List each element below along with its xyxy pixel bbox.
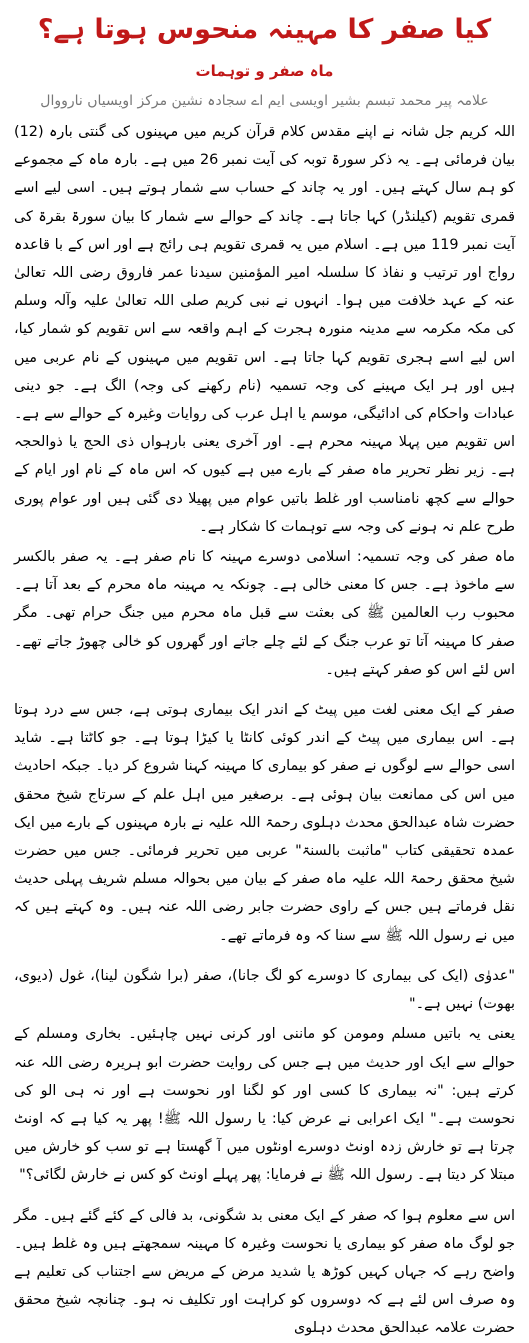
article-subtitle: ماہ صفر و توہمات xyxy=(195,62,334,80)
paragraph-intro: اللہ کریم جل شانہ نے اپنے مقدس کلام قرآن کریم میں مہینوں کی گنتی بارہ (12) بیان فرمائی ہے۔ یہ ذکر سورۃ توبہ کی آیت نمبر 26 میں ہے۔ بارہ ماہ کے مجموعے کو ہم سال کہتے ہیں۔ اور یہ چاند کے حساب سے شمار ہوتے ہیں۔ اسی لیے اسے قمری تقویم (کیلنڈر) کہا جاتا ہے۔ چاند کے حوالے سے شمار کا بیان سورۃ بقرۃ کی آیت نمبر 119 میں ہے۔ اسلام میں یہ قمری تقویم ہی رائج ہے اور اس کے با قاعدہ رواج اور ترتیب و نفاذ کا سلسلہ امیر المؤمنین سیدنا عمر فاروق رضی اللہ تعالیٰ عنہ کے عہد خلافت میں ہوا۔ انہوں نے نبی کریم صلی اللہ تعالیٰ علیہ وآلہ وسلم کی مکہ مکرمہ سے مدینہ منورہ ہجرت کے اہم واقعہ سے اس تقویم کو شمار کیا، اس لیے اسے ہجری تقویم کہا جاتا ہے۔ اس تقویم میں مہینوں کے نام عربی میں ہیں اور ہر ایک مہینے کی وجہ تسمیہ (نام رکھنے کی وجہ) الگ ہے۔ جو دینی عبادات واحکام کی ادائیگی، موسم یا اہل عرب کی روایات وغیرہ کے حوالے سے ہے۔ اس تقویم میں پہلا مہینہ محرم ہے۔ اور آخری یعنی بارہواں ذی الحج یا ذوالحجہ ہے۔ زیر نظر تحریر ماہ صفر کے بارے میں ہے کیوں کہ اس ماہ کے نام اور ایام کے حوالے سے کچھ نامناسب اور غلط باتیں عوام میں پھیلا دی گئی ہیں اور عوام پوری طرح علم نہ ہونے کی وجہ سے توہمات کا شکار ہے۔ xyxy=(14,124,515,535)
paragraph-meaning: صفر کے ایک معنی لغت میں پیٹ کے اندر ایک بیماری ہوتی ہے، جس سے درد ہوتا ہے۔ اس بیماری میں پیٹ کے اندر کوئی کانٹا یا کیڑا ہوتا ہے۔ جو کاٹتا ہے۔ شاید اسی حوالے سے لوگوں نے صفر کو بیماری کا مہینہ کہنا شروع کر دیا۔ جبکہ احادیث میں اس کی ممانعت بیان ہوئی ہے۔ برصغیر میں اہل علم کے سرتاج شیخ محقق حضرت شاہ عبدالحق محدث دہلوی رحمۃ اللہ علیہ نے بارہ مہینوں کے بارے میں ایک عمدہ تحقیقی کتاب "ماثبت بالسنۃ" عربی میں تحریر فرمائی۔ جس میں حضرت شیخ محقق رحمۃ اللہ علیہ ماہ صفر کے بیان میں بحوالہ مسلم شریف پہلی حدیث نقل فرماتے ہیں جس کے راوی حضرت جابر رضی اللہ عنہ ہیں۔ وہ کہتے ہیں کہ میں نے رسول اللہ ﷺ سے سنا کہ وہ فرماتے تھے۔ xyxy=(14,702,515,944)
paragraph-naming: ماہ صفر کی وجہ تسمیہ: اسلامی دوسرے مہینہ کا نام صفر ہے۔ یہ صفر بالکسر سے ماخوذ ہے۔ جس کا معنی خالی ہے۔ چونکہ یہ مہینہ ماہ محرم کے بعد آتا ہے۔ محبوب رب العالمین ﷺ کی بعثت سے قبل ماہ محرم میں جنگ حرام تھی۔ مگر صفر کا مہینہ آتا تو عرب جنگ کے لئے چلے جاتے اور گھروں کو خالی چھوڑ جاتے تھے۔ اس لئے اس کو صفر کہتے ہیں۔ xyxy=(14,549,515,678)
paragraph-hadith-quote: "عدوٰی (ایک کی بیماری کا دوسرے کو لگ جانا)، صفر (برا شگون لینا)، غول (دیوی، بھوت) نہیں ہے۔" xyxy=(14,967,515,1013)
author-line: علامہ پیر محمد تبسم بشیر اویسی ایم اے سجادہ نشین مرکز اویسیاں نارووال xyxy=(40,93,489,109)
article-title: کیا صفر کا مہینہ منحوس ہوتا ہے؟ xyxy=(37,14,492,45)
paragraph-explanation: یعنی یہ باتیں مسلم ومومن کو ماننی اور کرنی نہیں چاہئیں۔ بخاری ومسلم کے حوالے سے ایک اور حدیث میں ہے جس کی روایت حضرت ابو ہریرہ رضی اللہ عنہ کرتے ہیں: "نہ بیماری کا کسی اور کو لگنا اور نحوست ہے اور نہ ہی الو کی نحوست ہے۔" ایک اعرابی نے عرض کیا: یا رسول اللہ ﷺ! پھر یہ کیا ہے کہ اونٹ چرتا ہے تو خارش زدہ اونٹ دوسرے اونٹوں میں آ گھستا ہے تو سب کو خارش میں مبتلا کر دیتا ہے۔ رسول اللہ ﷺ نے فرمایا: پھر پہلے اونٹ کو کس نے خارش لگائی؟" xyxy=(14,1026,515,1184)
paragraph-conclusion: اس سے معلوم ہوا کہ صفر کے ایک معنی بد شگونی، بد فالی کے کئے گئے ہیں۔ مگر جو لوگ ماہ صفر کو بیماری یا نحوست وغیرہ کا مہینہ سمجھتے ہیں وہ غلط ہیں۔ واضح رہے کہ جہاں کہیں کوڑھ یا شدید مرض کے مریض سے اجتناب کی تعلیم ہے وہ صرف اس لئے ہے کہ دوسروں کو کراہت اور تکلیف نہ ہو۔ چنانچہ شیخ محقق حضرت علامہ عبدالحق محدث دہلوی xyxy=(14,1207,515,1337)
article-body xyxy=(14,118,515,1343)
